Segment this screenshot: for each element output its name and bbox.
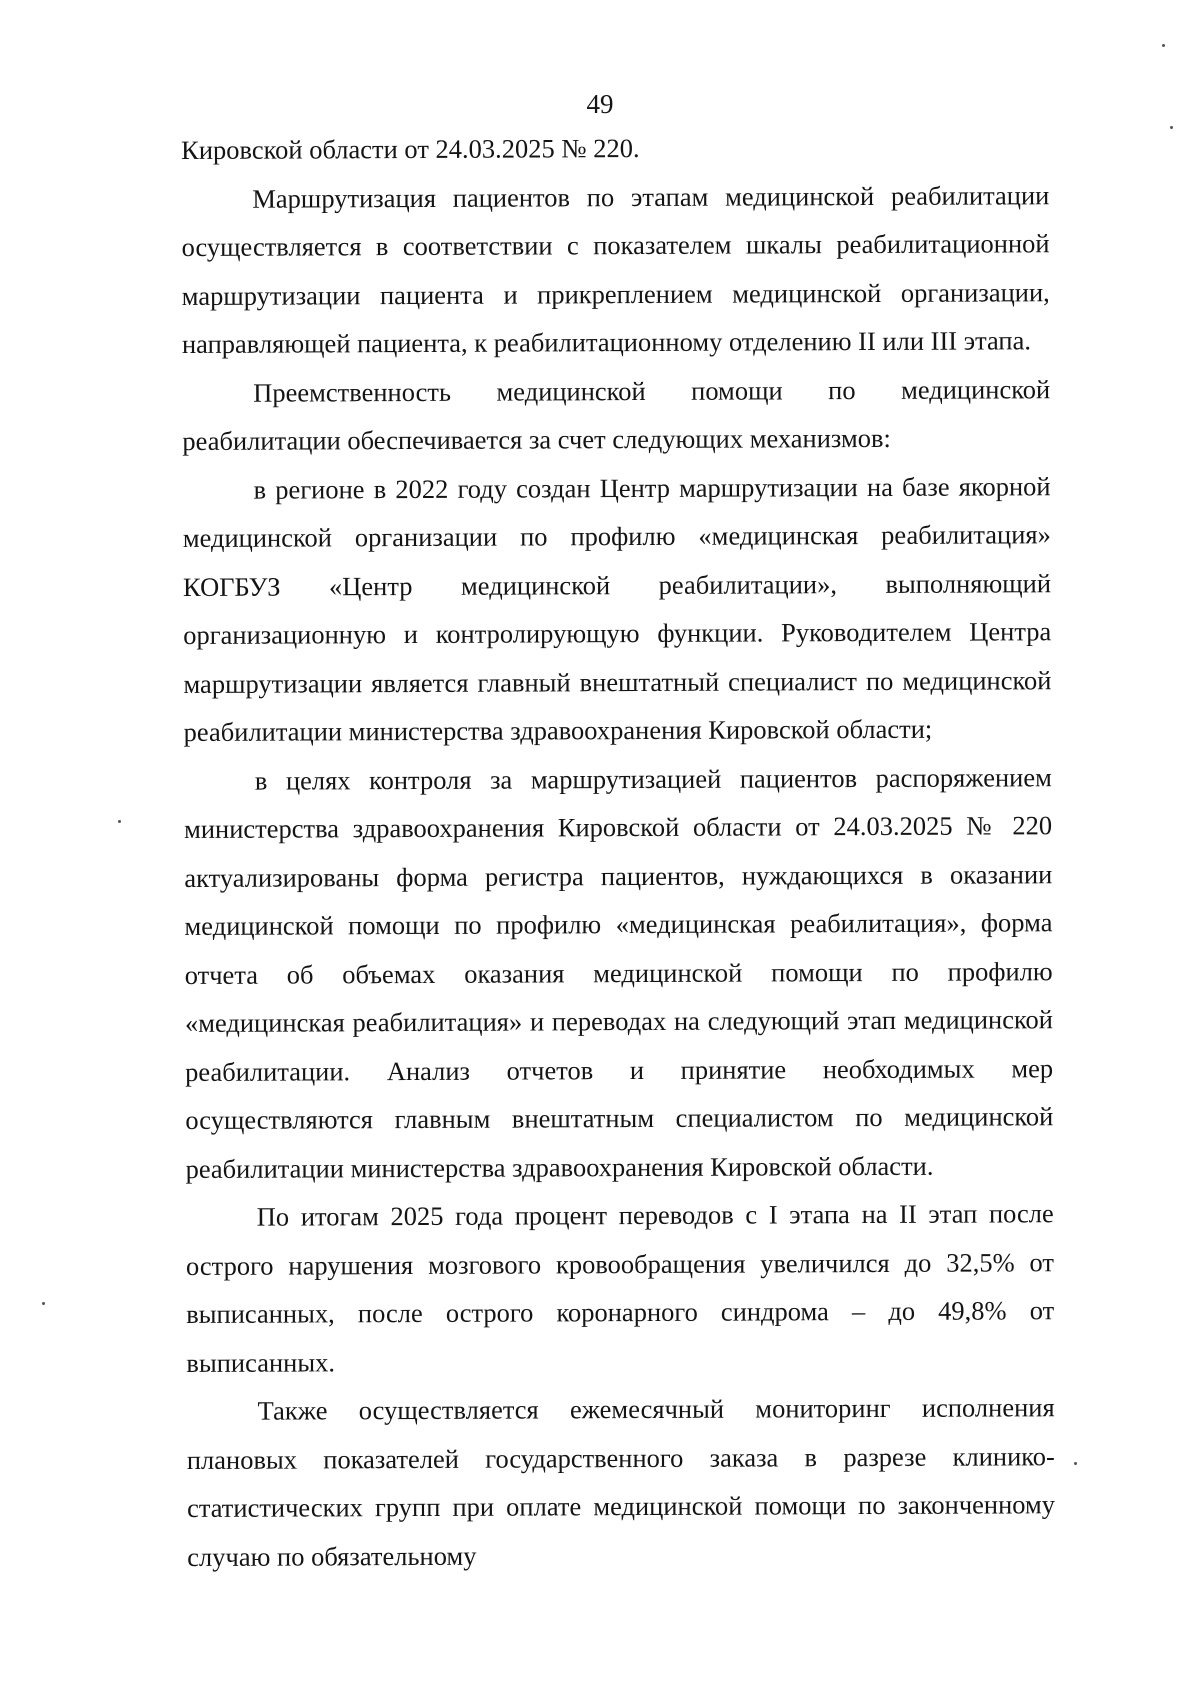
- paragraph-continuation: Кировской области от 24.03.2025 № 220.: [181, 132, 640, 165]
- scan-speck: [1170, 126, 1173, 129]
- scan-speck: [1162, 44, 1165, 47]
- scan-speck: [42, 1302, 45, 1305]
- paragraph-control: в целях контроля за маршрутизацией пациентов распоряжением министерства здравоохранения Кировской области от 24.03.2025 № 220 актуализированы форма регистра пациентов, нуждающихся в оказании медицинской помощи по профилю «медицинская реабилитация», форма отчета об объемах оказания медицинской помощи по профилю «медицинская реабилитация» и переводах на следующий этап медицинской реабилитации. Анализ отчетов и принятие необходимых мер осуществляются главным внештатным специалистом по медицинской реабилитации министерства здравоохранения Кировской области.: [184, 761, 1054, 1184]
- paragraph-continuity: Преемственность медицинской помощи по медицинской реабилитации обеспечивается за счет следующих механизмов:: [182, 373, 1051, 456]
- paragraph-routing-center: в регионе в 2022 году создан Центр маршрутизации на базе якорной медицинской организации по профилю «медицинская реабилитация» КОГБУЗ «Центр медицинской реабилитации», выполняющий организационную и контролирующую функции. Руководителем Центра маршрутизации является главный внештатный специалист по медицинской реабилитации министерства здравоохранения Кировской области;: [182, 470, 1052, 747]
- paragraph-results-2025: По итогам 2025 года процент переводов с I этапа на II этап после острого нарушения мозгового кровообращения увеличился до 32,5% от выписанных, после острого коронарного синдрома – до 49,8% от выписанных.: [185, 1198, 1055, 1378]
- scan-speck: [118, 820, 121, 823]
- scan-speck: [1074, 1462, 1077, 1465]
- paragraph-monitoring: Также осуществляется ежемесячный мониторинг исполнения плановых показателей государственного заказа в разрезе клинико-статистических групп при оплате медицинской помощи по законченному случаю по обязательному: [186, 1392, 1056, 1572]
- body-text: [181, 122, 1055, 1581]
- page-number: 49: [586, 89, 614, 119]
- paragraph-routing: Маршрутизация пациентов по этапам медицинской реабилитации осуществляется в соответствии с показателем шкалы реабилитационной маршрутизации пациента и прикреплением медицинской организации, направляющей пациента, к реабилитационному отделению II или III этапа.: [181, 179, 1050, 359]
